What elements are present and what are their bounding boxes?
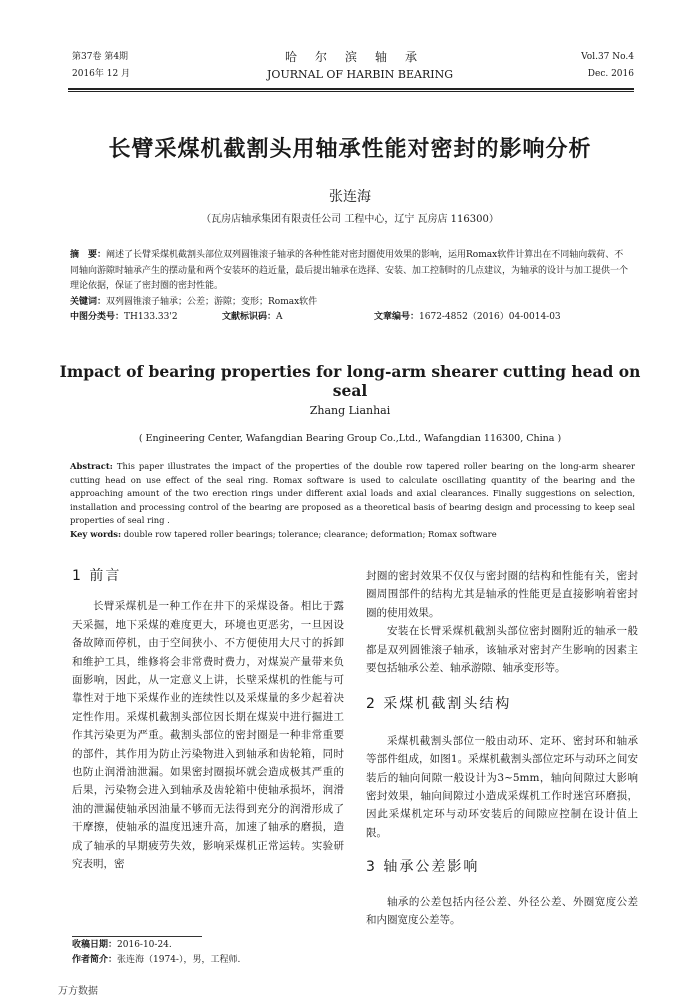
keywords-cn-label: 关键词：: [70, 296, 107, 307]
classification-row: [70, 310, 632, 326]
paragraph-intro: 长臂采煤机是一种工作在井下的采煤设备。相比于露天采掘，地下采煤的难度更大，环境也更恶劣，一旦因设备故障而停机，由于空间狭小、不方便使用大尺寸的拆卸和维护工具，维修将会非常费时费力，对煤炭产量带来负面影响，因此，从一定意义上讲，长壁采煤机的性能与可靠性对于地下采煤作业的连续性以及采煤量的多少起着决定性作用。采煤机截割头部位因长期在煤炭中进行掘进工作其污染更为严重。截割头部位的密封圈是一种非常重要的部件，其作用为防止污染物进入到轴承和齿轮箱，同时也防止润滑油泄漏。如果密封圈损坏就会造成极其严重的后果，污染物会进入到轴承及齿轮箱中使轴承损坏，润滑油的泄漏使轴承因油量不够而无法得到充分的润滑形成了干摩擦，使轴承的温度迅速升高，加速了轴承的磨损，造成了轴承的早期疲劳失效，影响采煤机正常运转。实验研究表明，密: [72, 600, 344, 871]
keywords-en: [70, 528, 635, 542]
paragraph-bearing-type: 安装在长臂采煤机截割头部位密封圈附近的轴承一般都是双列圆锥滚子轴承，该轴承对密封产生影响的因素主要包括轴承公差、轴承游隙、轴承变形等。: [366, 625, 638, 675]
volume-issue-cn: 第37卷 第4期: [72, 52, 129, 62]
volume-issue-en: Vol.37 No.4: [581, 52, 634, 62]
abstract-en: [70, 460, 635, 542]
clc-label: 中图分类号：: [70, 312, 125, 322]
abstract-en-label: Abstract:: [70, 461, 113, 471]
abstract-cn: [70, 248, 632, 326]
keywords-cn-text: 双列圆锥滚子轴承；公差；游隙；变形；Romax软件: [106, 296, 318, 307]
article-no-value: 1672-4852（2016）04-0014-03: [419, 312, 561, 322]
article-no-label: 文章编号：: [374, 312, 420, 322]
abstract-cn-text: 阐述了长臂采煤机截割头部位双列圆锥滚子轴承的各种性能对密封圈使用效果的影响，运用Romax软件计算出在不同轴向载荷、不同轴向游隙时轴承产生的摆动量和两个安装环的趋近量，最后提出轴承在选择、安装、加工控制时的几点建议，为轴承的设计与加工提供一个理论依据，保证了密封圈的密封性能。: [70, 250, 629, 291]
header-left: [72, 49, 130, 83]
body-column-left: [72, 567, 344, 874]
paper-title-cn: 长臂采煤机截割头用轴承性能对密封的影响分析: [108, 137, 592, 162]
section-heading-3: 3 轴承公差影响: [366, 859, 480, 876]
doc-code-value: A: [276, 312, 283, 322]
journal-name-cn: 哈尔滨轴承: [284, 50, 435, 64]
doc-code-label: 文献标识码：: [222, 312, 277, 322]
section-heading-2: 2 采煤机截割头结构: [366, 696, 512, 713]
abstract-cn-label: 摘 要：: [70, 250, 107, 260]
header-center: [240, 49, 480, 83]
footnote-rule: [72, 936, 202, 937]
author-en: Zhang Lianhai: [309, 404, 391, 417]
header-rule: [68, 88, 634, 90]
author-cn: 张连海: [329, 189, 371, 205]
journal-name-en: JOURNAL OF HARBIN BEARING: [267, 68, 453, 81]
affiliation-cn: （瓦房店轴承集团有限责任公司 工程中心，辽宁 瓦房店 116300）: [201, 214, 499, 225]
paragraph-structure: 采煤机截割头部位一般由动环、定环、密封环和轴承等部件组成，如图1。采煤机截割头部位定环与动环之间安装后的轴向间隙一般设计为3~5mm，轴向间隙过大影响密封效果，轴向间隙过小造成采煤机工作时迷宫环磨损，因此采煤机定环与动环安装后的间隙应控制在设计值上限。: [366, 734, 638, 839]
abstract-en-text: This paper illustrates the impact of the properties of the double row tapered roller bearing on the long-arm shearer cutting head on use effect of the seal ring. Romax software is used to calculate oscillating quantity of the bearing and the approaching amount of the two erection rings under different axial loads and axial clearances. Finally suggestions on selection, installation and processing control of the bearing are proposed as a theoretical basis of bearing design and processing to keep seal properties of seal ring .: [70, 461, 635, 526]
author-bio-label: 作者简介：: [72, 955, 118, 965]
body-column-right: [366, 567, 638, 930]
affiliation-en: ( Engineering Center, Wafangdian Bearing Group Co.,Ltd., Wafangdian 116300, China ): [138, 433, 562, 444]
keywords-cn: [70, 295, 632, 311]
paragraph-tolerance: 轴承的公差包括内径公差、外径公差、外圈宽度公差和内圈宽度公差等。: [366, 895, 638, 927]
paragraph-intro-continued: 封圈的密封效果不仅仅与密封圈的结构和性能有关，密封圈周围部件的结构尤其是轴承的性能更是直接影响着密封圈的使用效果。: [366, 570, 638, 619]
date-en: Dec. 2016: [587, 69, 634, 79]
header-right: [581, 49, 634, 83]
received-date: [72, 938, 240, 953]
keywords-en-label: Key words:: [70, 528, 122, 539]
date-cn: 2016年 12 月: [72, 69, 131, 79]
header-rule-thin: [68, 91, 634, 92]
section-heading-1: 1 前言: [72, 568, 122, 584]
watermark: 万方数据: [58, 986, 98, 997]
abstract-en-body: [70, 460, 635, 528]
paper-title-en: Impact of bearing properties for long-arm shearer cutting head on seal: [59, 362, 641, 400]
footnote: [72, 938, 240, 968]
received-date-value: 2016-10-24.: [117, 940, 172, 950]
clc-value: TH133.33'2: [124, 312, 178, 322]
keywords-en-text: double row tapered roller bearings; tolerance; clearance; deformation; Romax software: [121, 528, 497, 539]
author-bio-value: 张连海（1974-），男，工程师.: [117, 955, 241, 965]
received-date-label: 收稿日期：: [72, 940, 118, 950]
author-bio: [72, 953, 240, 968]
abstract-cn-body: [70, 248, 632, 295]
